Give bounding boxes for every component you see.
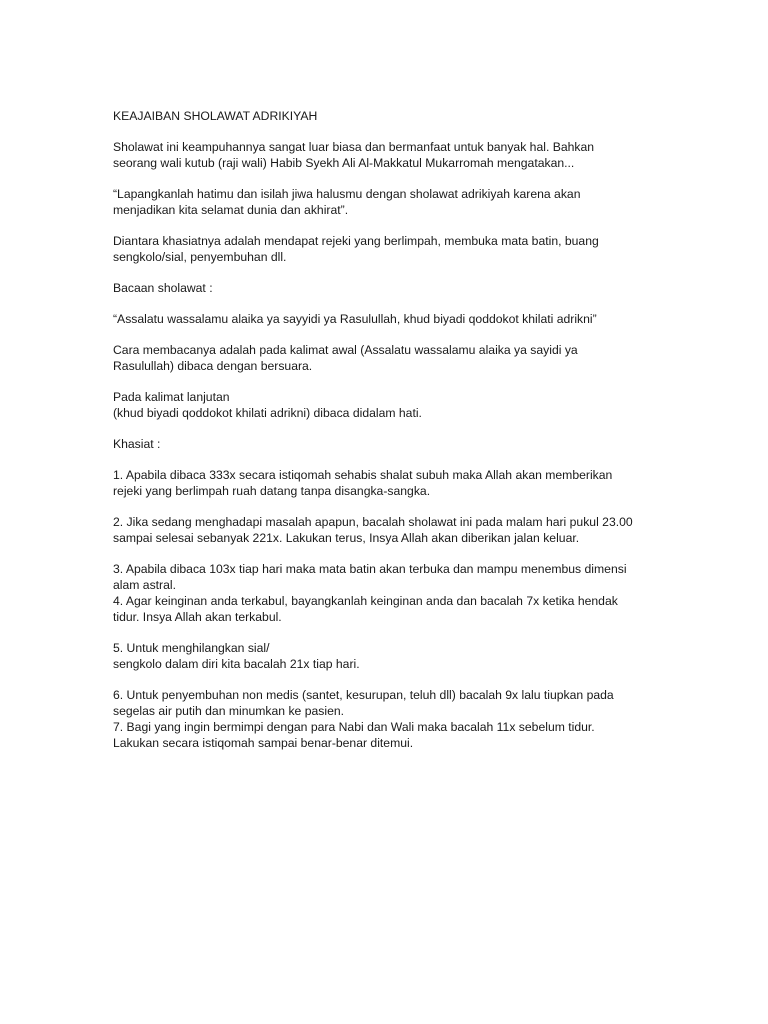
document-title: KEAJAIBAN SHOLAWAT ADRIKIYAH	[113, 109, 318, 123]
text-line: (khud biyadi qoddokot khilati adrikni) dibaca didalam hati.	[113, 406, 422, 420]
text-line: 3. Apabila dibaca 103x tiap hari maka mata batin akan terbuka dan mampu menembus dimensi	[113, 562, 627, 576]
paragraph-reading-heading	[113, 280, 673, 296]
paragraph-intro	[113, 139, 673, 171]
text-line: 5. Untuk menghilangkan sial/	[113, 641, 270, 655]
text-line: Rasulullah) dibaca dengan bersuara.	[113, 359, 313, 373]
list-item-2	[113, 514, 673, 546]
text-line: 4. Agar keinginan anda terkabul, bayangkanlah keinginan anda dan bacalah 7x ketika hendak	[113, 594, 618, 608]
document-body	[113, 108, 673, 766]
list-item-6-7	[113, 687, 673, 751]
text-line: 6. Untuk penyembuhan non medis (santet, kesurupan, teluh dll) bacalah 9x lalu tiupkan pada	[113, 688, 614, 702]
text-line: 2. Jika sedang menghadapi masalah apapun, bacalah sholawat ini pada malam hari pukul 23.00	[113, 515, 633, 529]
paragraph-sholawat-text	[113, 311, 673, 327]
paragraph-continuation	[113, 389, 673, 421]
text-line: Lakukan secara istiqomah sampai benar-benar ditemui.	[113, 736, 414, 750]
text-line: 7. Bagi yang ingin bermimpi dengan para Nabi dan Wali maka bacalah 11x sebelum tidur.	[113, 720, 595, 734]
text-line: Diantara khasiatnya adalah mendapat rejeki yang berlimpah, membuka mata batin, buang	[113, 234, 599, 248]
text-line: seorang wali kutub (raji wali) Habib Syekh Ali Al-Makkatul Mukarromah mengatakan...	[113, 156, 575, 170]
paragraph-khasiat-heading	[113, 436, 673, 452]
text-line: alam astral.	[113, 578, 176, 592]
text-line: sengkolo dalam diri kita bacalah 21x tiap hari.	[113, 657, 360, 671]
list-item-1	[113, 467, 673, 499]
text-line: segelas air putih dan minumkan ke pasien.	[113, 704, 345, 718]
text-line: Pada kalimat lanjutan	[113, 390, 230, 404]
list-item-5	[113, 640, 673, 672]
text-line: rejeki yang berlimpah ruah datang tanpa disangka-sangka.	[113, 484, 431, 498]
paragraph-benefits	[113, 233, 673, 265]
text-line: Khasiat :	[113, 437, 161, 451]
text-line: sengkolo/sial, penyembuhan dll.	[113, 250, 287, 264]
text-line: menjadikan kita selamat dunia dan akhirat”.	[113, 203, 349, 217]
text-line: Sholawat ini keampuhannya sangat luar biasa dan bermanfaat untuk banyak hal. Bahkan	[113, 140, 595, 154]
text-line: “Assalatu wassalamu alaika ya sayyidi ya Rasulullah, khud biyadi qoddokot khilati adrikni”	[113, 312, 597, 326]
paragraph-quote	[113, 186, 673, 218]
text-line: Bacaan sholawat :	[113, 281, 213, 295]
text-line: “Lapangkanlah hatimu dan isilah jiwa halusmu dengan sholawat adrikiyah karena akan	[113, 187, 581, 201]
text-line: tidur. Insya Allah akan terkabul.	[113, 610, 282, 624]
text-line: Cara membacanya adalah pada kalimat awal (Assalatu wassalamu alaika ya sayidi ya	[113, 343, 578, 357]
text-line: sampai selesai sebanyak 221x. Lakukan terus, Insya Allah akan diberikan jalan keluar.	[113, 531, 580, 545]
text-line: 1. Apabila dibaca 333x secara istiqomah sehabis shalat subuh maka Allah akan memberikan	[113, 468, 613, 482]
list-item-3-4	[113, 561, 673, 625]
paragraph-how-to-read	[113, 342, 673, 374]
